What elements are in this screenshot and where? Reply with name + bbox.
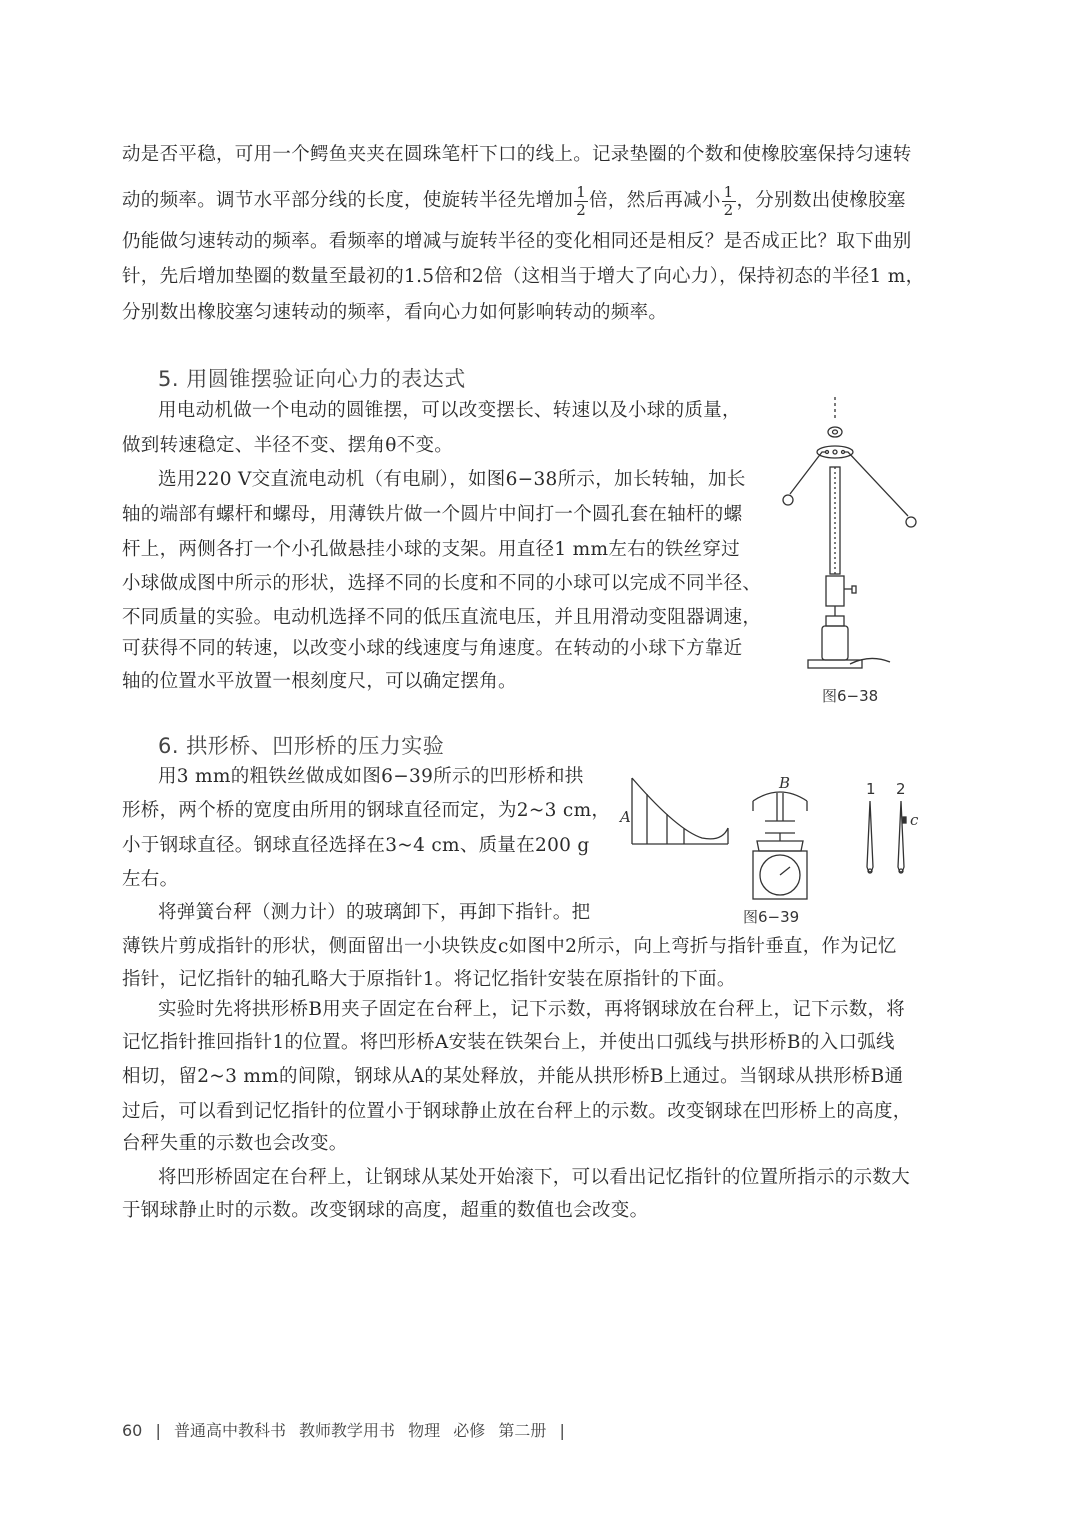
section-6-line: 台秤失重的示数也会改变。	[122, 1133, 348, 1154]
section-6-line: 小于钢球直径。钢球直径选择在3~4 cm、质量在200 g	[122, 835, 590, 856]
section-5-line: 轴的端部有螺杆和螺母，用薄铁片做一个圆片中间打一个圆孔套在轴杆的螺	[122, 504, 743, 525]
section-5-line: 不同质量的实验。电动机选择不同的低压直流电压，并且用滑动变阻器调速，	[122, 607, 762, 628]
section-6-line: 于钢球静止时的示数。改变钢球的高度，超重的数值也会改变。	[122, 1200, 649, 1221]
section-6-line: 薄铁片剪成指针的形状，侧面留出一小块铁皮c如图中2所示，向上弯折与指针垂直，作为记忆	[122, 936, 897, 957]
section-6-line: 将弹簧台秤（测力计）的玻璃卸下，再卸下指针。把	[158, 902, 591, 923]
figure-6-39-caption: 图6−39	[743, 908, 800, 926]
intro-line-4: 针，先后增加垫圈的数量至最初的1.5倍和2倍（这相当于增大了向心力），保持初态的半径1 m，	[122, 266, 925, 287]
section-6-line: 用3 mm的粗铁丝做成如图6−39所示的凹形桥和拱	[158, 766, 584, 787]
section-5-line: 可获得不同的转速，以改变小球的线速度与角速度。在转动的小球下方靠近	[122, 638, 743, 659]
figure-6-38-caption: 图6−38	[822, 687, 879, 705]
section-6-line: 记忆指针推回指针1的位置。将凹形桥A安装在铁架台上，并使出口弧线与拱形桥B的入口弧线	[122, 1032, 895, 1053]
label-pointer-2: 2	[896, 780, 906, 798]
page-footer	[122, 1418, 573, 1441]
intro-line-3: 仍能做匀速转动的频率。看频率的增减与旋转半径的变化相同还是相反？是否成正比？取下曲别	[122, 231, 912, 252]
intro-line-1: 动是否平稳，可用一个鳄鱼夹夹在圆珠笔杆下口的线上。记录垫圈的个数和使橡胶塞保持匀速转	[122, 144, 912, 165]
section-6-line: 形桥，两个桥的宽度由所用的钢球直径而定，为2~3 cm，	[122, 800, 611, 821]
section-5-title: 5. 用圆锥摆验证向心力的表达式	[158, 367, 466, 391]
footer-end-separator: |	[559, 1421, 565, 1440]
footer-usage: 教师教学用书	[299, 1421, 396, 1440]
footer-book: 普通高中教科书	[173, 1421, 286, 1440]
intro-line-2	[122, 183, 906, 219]
section-5-line: 选用220 V交直流电动机（有电刷），如图6−38所示，加长转轴，加长	[158, 469, 746, 490]
label-pointer-1: 1	[866, 780, 876, 798]
section-5-line: 轴的位置水平放置一根刻度尺，可以确定摆角。	[122, 671, 517, 692]
fraction-half-2	[722, 184, 736, 219]
section-6-line: 相切，留2~3 mm的间隙，钢球从A的某处释放，并能从拱形桥B上通过。当钢球从拱形桥B通	[122, 1066, 904, 1087]
intro-line-5: 分别数出橡胶塞匀速转动的频率，看向心力如何影响转动的频率。	[122, 302, 668, 323]
label-c: c	[910, 811, 919, 829]
label-b: B	[779, 774, 791, 792]
section-6-line: 过后，可以看到记忆指针的位置小于钢球静止放在台秤上的示数。改变钢球在凹形桥上的高度，	[122, 1101, 912, 1122]
section-5-line: 杆上，两侧各打一个小孔做悬挂小球的支架。用直径1 mm左右的铁丝穿过	[122, 539, 740, 560]
section-6-line: 左右。	[122, 869, 179, 890]
fraction-numerator: 1	[576, 182, 587, 201]
fraction-denominator: 2	[723, 200, 734, 219]
figure-6-38-conical-pendulum	[770, 392, 930, 682]
intro-line-2c: ，分别数出使橡胶塞	[736, 190, 906, 211]
intro-line-2a: 动的频率。调节水平部分线的长度，使旋转半径先增加	[122, 190, 574, 211]
fraction-numerator: 1	[723, 182, 734, 201]
figure-6-39-pointers	[855, 795, 925, 895]
footer-volume: 第二册	[498, 1421, 547, 1440]
figure-6-39-arch-bridge-scale	[745, 775, 815, 905]
section-5-line: 小球做成图中所示的形状，选择不同的长度和不同的小球可以完成不同半径、	[122, 573, 762, 594]
section-6-title: 6. 拱形桥、凹形桥的压力实验	[158, 734, 445, 758]
section-5-line: 用电动机做一个电动的圆锥摆，可以改变摆长、转速以及小球的质量，	[158, 400, 741, 421]
footer-volume-type: 必修	[453, 1421, 486, 1440]
label-a: A	[620, 808, 631, 826]
footer-separator: |	[155, 1421, 161, 1440]
figure-6-39-concave-bridge-a	[622, 770, 742, 850]
footer-subject: 物理	[408, 1421, 441, 1440]
page-number: 60	[122, 1421, 143, 1440]
fraction-denominator: 2	[576, 200, 587, 219]
intro-line-2b: 倍，然后再减小	[589, 190, 721, 211]
fraction-half-1	[574, 184, 588, 219]
section-6-line: 实验时先将拱形桥B用夹子固定在台秤上，记下示数，再将钢球放在台秤上，记下示数，将	[158, 999, 906, 1020]
section-6-line: 指针，记忆指针的轴孔略大于原指针1。将记忆指针安装在原指针的下面。	[122, 969, 736, 990]
section-5-line: 做到转速稳定、半径不变、摆角θ不变。	[122, 435, 454, 456]
section-6-line: 将凹形桥固定在台秤上，让钢球从某处开始滚下，可以看出记忆指针的位置所指示的示数大	[158, 1167, 911, 1188]
